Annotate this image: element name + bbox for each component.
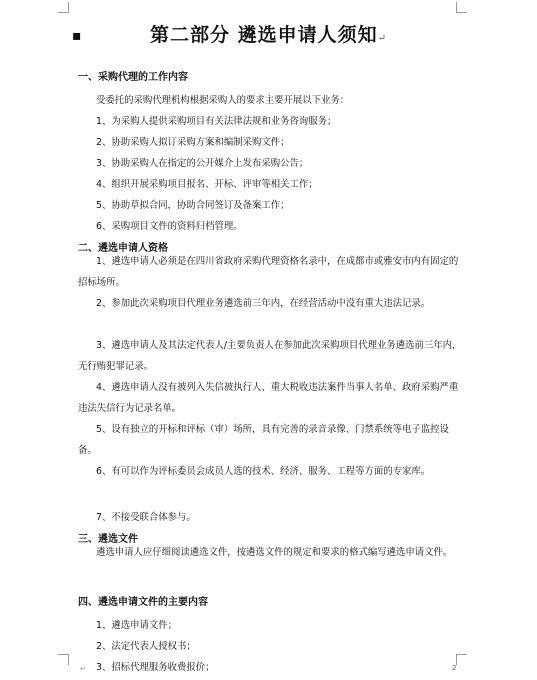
section-2-item-7: 7、不接受联合体参与。 [96,512,196,523]
section-heading-1: 一、采购代理的工作内容 [78,72,188,83]
section-4-item-1: 1、遴选申请文件； [96,620,177,631]
section-2-item-5: 5、设有独立的开标和评标（审）场所，具有完善的录音录像、门禁系统等电子监控设备。 [78,424,449,456]
section-heading-4: 四、遴选申请文件的主要内容 [78,597,208,608]
crop-mark-bottom-right [456,654,467,665]
section-1-item-4: 4、组织开展采购项目报名、开标、评审等相关工作； [96,179,318,190]
footer-paragraph-mark: ↵ [80,665,86,673]
section-1-item-1: 1、为采购人提供采购项目有关法律法规和业务咨询服务； [96,116,337,127]
crop-mark-bottom-left [58,654,69,665]
section-1-item-2: 2、协助采购人拟订采购方案和编制采购文件； [96,137,290,148]
section-1-item-3: 3、协助采购人在指定的公开媒介上发布采购公告； [96,158,309,169]
section-2-item-6: 6、有可以作为评标委员会成员人选的技术、经济、服务、工程等方面的专家库。 [96,466,431,477]
section-2-item-2: 2、参加此次采购项目代理业务遴选前三年内，在经营活动中没有重大违法记录。 [96,298,431,309]
section-2-item-3: 3、遴选申请人及其法定代表人/主要负责人在参加此次采购项目代理业务遴选前三年内，无行贿犯罪记录。 [78,340,462,372]
section-4-item-3: 3、招标代理服务收费报价； [96,662,215,673]
crop-mark-top-left [58,2,69,13]
page-number: 2 [452,664,457,672]
section-2-item-1: 1、遴选申请人必须是在四川省政府采购代理资格名录中，在成都市或雅安市内有固定的招标场所。 [78,256,459,288]
section-1-item-5: 5、协助草拟合同，协助合同签订及备案工作； [96,200,290,211]
section-3-body: 遴选申请人应仔细阅读遴选文件，按遴选文件的规定和要求的格式编写遴选申请文件。 [96,547,453,558]
section-heading-3: 三、遴选文件 [78,534,138,545]
section-2-item-4: 4、遴选申请人没有被列入失信被执行人、重大税收违法案件当事人名单、政府采购严重违法失信行为记录名单。 [78,382,459,414]
crop-mark-top-right [456,2,467,13]
page-title [0,20,537,47]
page-title-text: 第二部分 遴选申请人须知 [149,24,378,46]
section-heading-2: 二、遴选申请人资格 [78,243,168,254]
section-4-item-2: 2、法定代表人授权书； [96,641,196,652]
list-bullet: ▪ [72,28,82,44]
section-1-intro: 受委托的采购代理机构根据采购人的要求主要开展以下业务： [96,95,350,106]
paragraph-mark: ↵ [377,33,387,44]
section-1-item-6: 6、采购项目文件的资料归档管理。 [96,221,243,232]
